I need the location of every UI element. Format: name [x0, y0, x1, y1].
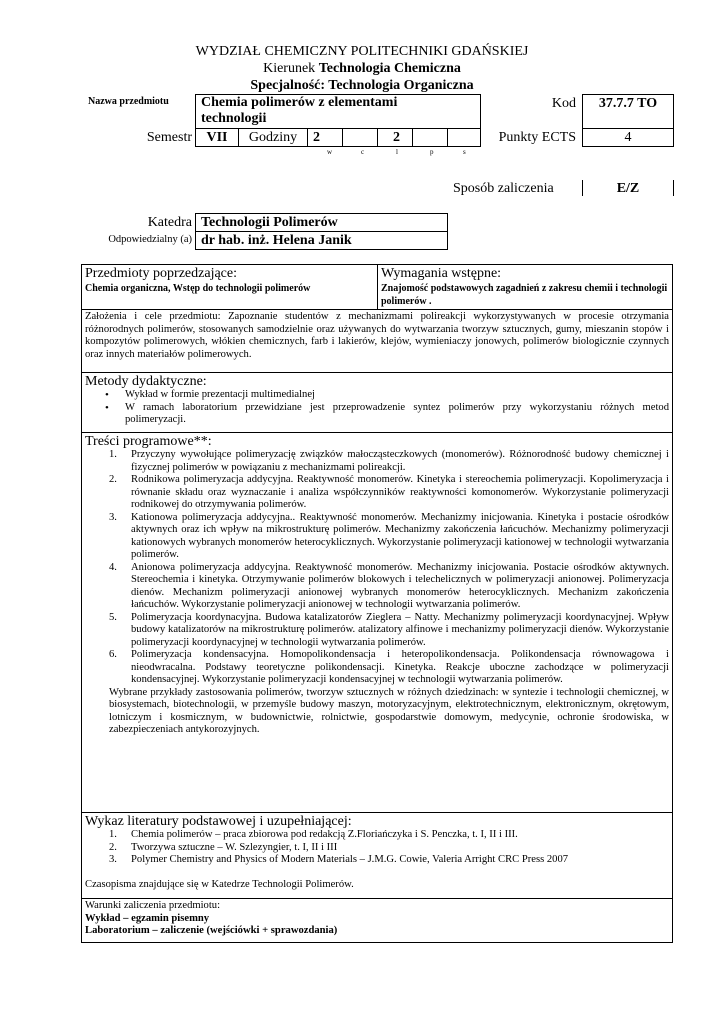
content-list	[85, 449, 669, 687]
literature-item-text: Chemia polimerów – praca zbiorowa pod redakcją Z.Floriańczyka i S. Penczka, t. I, II i III.	[131, 829, 518, 840]
literature-section	[81, 813, 673, 899]
ects-value: 4	[624, 130, 632, 145]
hours-p-cell	[412, 128, 448, 147]
hours-l: 2	[393, 130, 400, 145]
responsible-label: Odpowiedzialny (a)	[108, 234, 192, 245]
sub-p: p	[430, 148, 434, 156]
code-value: 37.7.7 TO	[598, 96, 658, 111]
hours-label: Godziny	[248, 130, 298, 145]
program-line	[0, 61, 724, 77]
literature-item-text: Tworzywa sztuczne – W. Szlezyngier, t. I, II i III	[131, 841, 338, 853]
faculty-title: WYDZIAŁ CHEMICZNY POLITECHNIKI GDAŃSKIEJ	[195, 44, 529, 59]
prereq-title: Przedmioty poprzedzające:	[85, 266, 237, 281]
hours-w: 2	[313, 130, 320, 145]
semester-value: VII	[206, 130, 228, 145]
specialty-line: Specjalność: Technologia Organiczna	[250, 78, 474, 93]
content-title: Treści programowe**:	[85, 434, 212, 449]
content-item-text: Przyczyny wywołujące polimeryzację związków małocząsteczkowych (monomerów). Różnorodność budowy chemicznej i fizycznej polimerów w powiązaniu z mechanizmami polireakcji.	[131, 449, 669, 473]
literature-title: Wykaz literatury podstawowej i uzupełniającej:	[85, 814, 352, 829]
methods-section	[81, 373, 673, 433]
conditions-section	[81, 899, 673, 943]
literature-item: 3. Polymer Chemistry and Physics of Modern Materials – J.M.G. Cowie, Valeria Arright CRC Press 2007	[109, 854, 569, 865]
course-name-label: Nazwa przedmiotu	[88, 96, 169, 107]
requirements-title: Wymagania wstępne:	[381, 266, 502, 281]
semester-label: Semestr	[146, 130, 192, 145]
goals-text: Założenia i cele przedmiotu: Zapoznanie studentów z mechanizmami polireakcji wykorzystywanych w procesie otrzymania różnorodnych polimerów, stosowanych samodzielnie oraz używanych do wytwarzania tworzyw sztucznych, gumy, mieszanin stopów i kompozytów polimerowych, włókien chemicznych, farb i lakierów, klejów, wymieniaczy jonowych, polimerów biologicznie czynnych oraz innych materiałów polimerowych.	[85, 311, 669, 360]
literature-list	[85, 829, 669, 867]
conditions-lecture: Wykład – egzamin pisemny	[85, 912, 210, 924]
content-item: 3. Kationowa polimeryzacja addycyjna.. Reaktywność monomerów. Mechanizmy inicjowania. Kinetyka i postacie ośrodków aktywnych oraz ich wpływ na mikrostrukturę polimerów. Mechanizmy zakończenia łańcuchów. Mechanizmy polimeryzacji kationowych wybranych monomerów heterocyklicznych. Wykorzystanie polimeryzacji kationowej w technologii wytwarzania polimerów.	[109, 511, 669, 560]
department-value: Technologii Polimerów	[201, 215, 338, 230]
content-item: 6. Polimeryzacja kondensacyjna. Homopolikondensacja i heteropolikondensacja. Polikondensacja równowagowa i nieodwracalna. Podstawy teoretyczne polikondensacji. Kinetyka. Reakcje uboczne zachodzące w polimeryzacji kondensacyjnej. Wykorzystanie polimeryzacji kondensacyjnej w technologii wytwarzania polimerów.	[109, 649, 669, 685]
sub-c: c	[361, 148, 365, 156]
content-item-text: Polimeryzacja koordynacyjna. Budowa katalizatorów Zieglera – Natty. Mechanizmy polimeryzacji koordynacyjnej. Wpływ budowy katalizatorów na mikrostrukturę polimerów. atalizatory alfinowe i mechanizmy polimeryzacji dienów. Wykorzystanie polimeryzacji koordynacyjnej w technologii wytwarzania polimerów.	[131, 611, 669, 648]
course-name-line2: technologii	[201, 111, 267, 126]
hours-s-cell	[447, 128, 481, 147]
program-prefix: Kierunek	[263, 61, 319, 76]
code-label: Kod	[551, 96, 576, 111]
content-item: 4. Anionowa polimeryzacja addycyjna. Reaktywność monomerów. Mechanizmy inicjowania. Postacie ośrodków aktywnych. Stereochemia i kinetyka. Otrzymywanie polimerów blokowych i telechelicznych w polimeryzacji anionowej. Polimeryzacja dienów. Mechanizm polimeryzacji anionowej wybranych monomerów heterocyklicznych. Mechanizm zakończenia łańcuchów. Wykorzystanie polimeryzacji anionowej w technologii wytwarzania polimerów.	[109, 561, 669, 610]
sub-w: w	[327, 148, 333, 156]
course-name-line1: Chemia polimerów z elementami	[201, 95, 398, 110]
content-item: 1. Przyczyny wywołujące polimeryzację związków małocząsteczkowych (monomerów). Różnorodność budowy chemicznej i fizycznej polimerów w powiązaniu z mechanizmami polireakcji.	[109, 449, 669, 473]
content-item-text: Rodnikowa polimeryzacja addycyjna. Reaktywność monomerów. Kinetyka i stereochemia polimeryzacji. Kopolimeryzacja i równanie składu oraz wyznaczanie i analiza współczynników reaktywności komonomerów. Wykorzystanie polimeryzacji rodnikowej do otrzymywania polimerów.	[131, 474, 669, 510]
content-item: 5. Polimeryzacja koordynacyjna. Budowa katalizatorów Zieglera – Natty. Mechanizmy polimeryzacji koordynacyjnej. Wpływ budowy katalizatorów na mikrostrukturę polimerów. atalizatory alfinowe i mechanizmy polimeryzacji dienów. Wykorzystanie polimeryzacji koordynacyjnej w technologii wytwarzania polimerów.	[109, 611, 669, 648]
methods-item: • W ramach laboratorium przewidziane jest przeprowadzenie syntez polimerów przy wykorzystaniu różnych metod polimeryzacji.	[125, 402, 669, 427]
prereq-divider	[377, 264, 378, 310]
literature-item-text: Polymer Chemistry and Physics of Modern Materials – J.M.G. Cowie, Valeria Arright CRC Press 2007	[131, 854, 569, 865]
prereq-text: Chemia organiczna, Wstęp do technologii polimerów	[85, 283, 311, 294]
sub-s: s	[463, 148, 466, 156]
content-item-text: Kationowa polimeryzacja addycyjna.. Reaktywność monomerów. Mechanizmy inicjowania. Kinetyka i postacie ośrodków aktywnych oraz ich wpływ na mikrostrukturę polimerów. Mechanizmy zakończenia łańcuchów. Mechanizmy polimeryzacji kationowych wybranych monomerów heterocyklicznych. Wykorzystanie polimeryzacji kationowej w technologii wytwarzania polimerów.	[131, 511, 669, 560]
program-name: Technologia Chemiczna	[318, 61, 461, 76]
assessment-label: Sposób zaliczenia	[453, 181, 554, 196]
content-item: 2. Rodnikowa polimeryzacja addycyjna. Reaktywność monomerów. Kinetyka i stereochemia polimeryzacji. Kopolimeryzacja i równanie składu oraz wyznaczanie i analiza współczynników reaktywności komonomerów. Wykorzystanie polimeryzacji rodnikowej do otrzymywania polimerów.	[109, 474, 669, 510]
content-outro: Wybrane przykłady zastosowania polimerów, tworzyw sztucznych w różnych dziedzinach: w syntezie i technologii chemicznej, w biosystemach, biotechnologii, w przemyśle budowy maszyn, motoryzacyjnym, elektrotechnicznym, elektronicznym, okrętowym, lotniczym i kosmicznym, w budownictwie, rolnictwie, gospodarstwie domowym, medycynie, ochronie środowiska, w zabezpieczeniach antykorozyjnych.	[109, 686, 669, 735]
content-item-text: Polimeryzacja kondensacyjna. Homopolikondensacja i heteropolikondensacja. Polikondensacja równowagowa i nieodwracalna. Podstawy teoretyczne polikondensacji. Kinetyka. Reakcje uboczne zachodzące w polimeryzacji kondensacyjnej. Wykorzystanie polimeryzacji kondensacyjnej w technologii wytwarzania polimerów.	[131, 649, 669, 685]
content-item-text: Anionowa polimeryzacja addycyjna. Reaktywność monomerów. Mechanizmy inicjowania. Postacie ośrodków aktywnych. Stereochemia i kinetyka. Otrzymywanie polimerów blokowych i telechelicznych w polimeryzacji anionowej. Polimeryzacja dienów. Mechanizm polimeryzacji anionowej wybranych monomerów heterocyklicznych. Mechanizm zakończenia łańcuchów. Wykorzystanie polimeryzacji anionowej w technologii wytwarzania polimerów.	[131, 561, 669, 610]
methods-title: Metody dydaktyczne:	[85, 374, 207, 389]
conditions-lab: Laboratorium – zaliczenie (wejściówki + sprawozdania)	[85, 925, 338, 936]
hours-c-cell	[342, 128, 378, 147]
goals-section	[81, 310, 673, 373]
methods-list	[85, 389, 669, 427]
content-section	[81, 433, 673, 813]
literature-journals: Czasopisma znajdujące się w Katedrze Technologii Polimerów.	[85, 878, 354, 890]
conditions-title: Warunki zaliczenia przedmiotu:	[85, 900, 221, 911]
responsible-value: dr hab. inż. Helena Janik	[201, 233, 352, 248]
sub-l: l	[396, 148, 398, 156]
literature-item: 1. Chemia polimerów – praca zbiorowa pod redakcją Z.Floriańczyka i S. Penczka, t. I, II i III.	[109, 829, 518, 840]
ects-label: Punkty ECTS	[498, 130, 576, 145]
department-label: Katedra	[147, 215, 192, 230]
literature-item: 2. Tworzywa sztuczne – W. Szlezyngier, t. I, II i III	[109, 841, 338, 853]
requirements-text: Znajomość podstawowych zagadnień z zakresu chemii i technologii polimerów .	[381, 283, 668, 307]
methods-item: • Wykład w formie prezentacji multimedialnej	[125, 389, 669, 402]
assessment-value: E/Z	[616, 181, 640, 196]
